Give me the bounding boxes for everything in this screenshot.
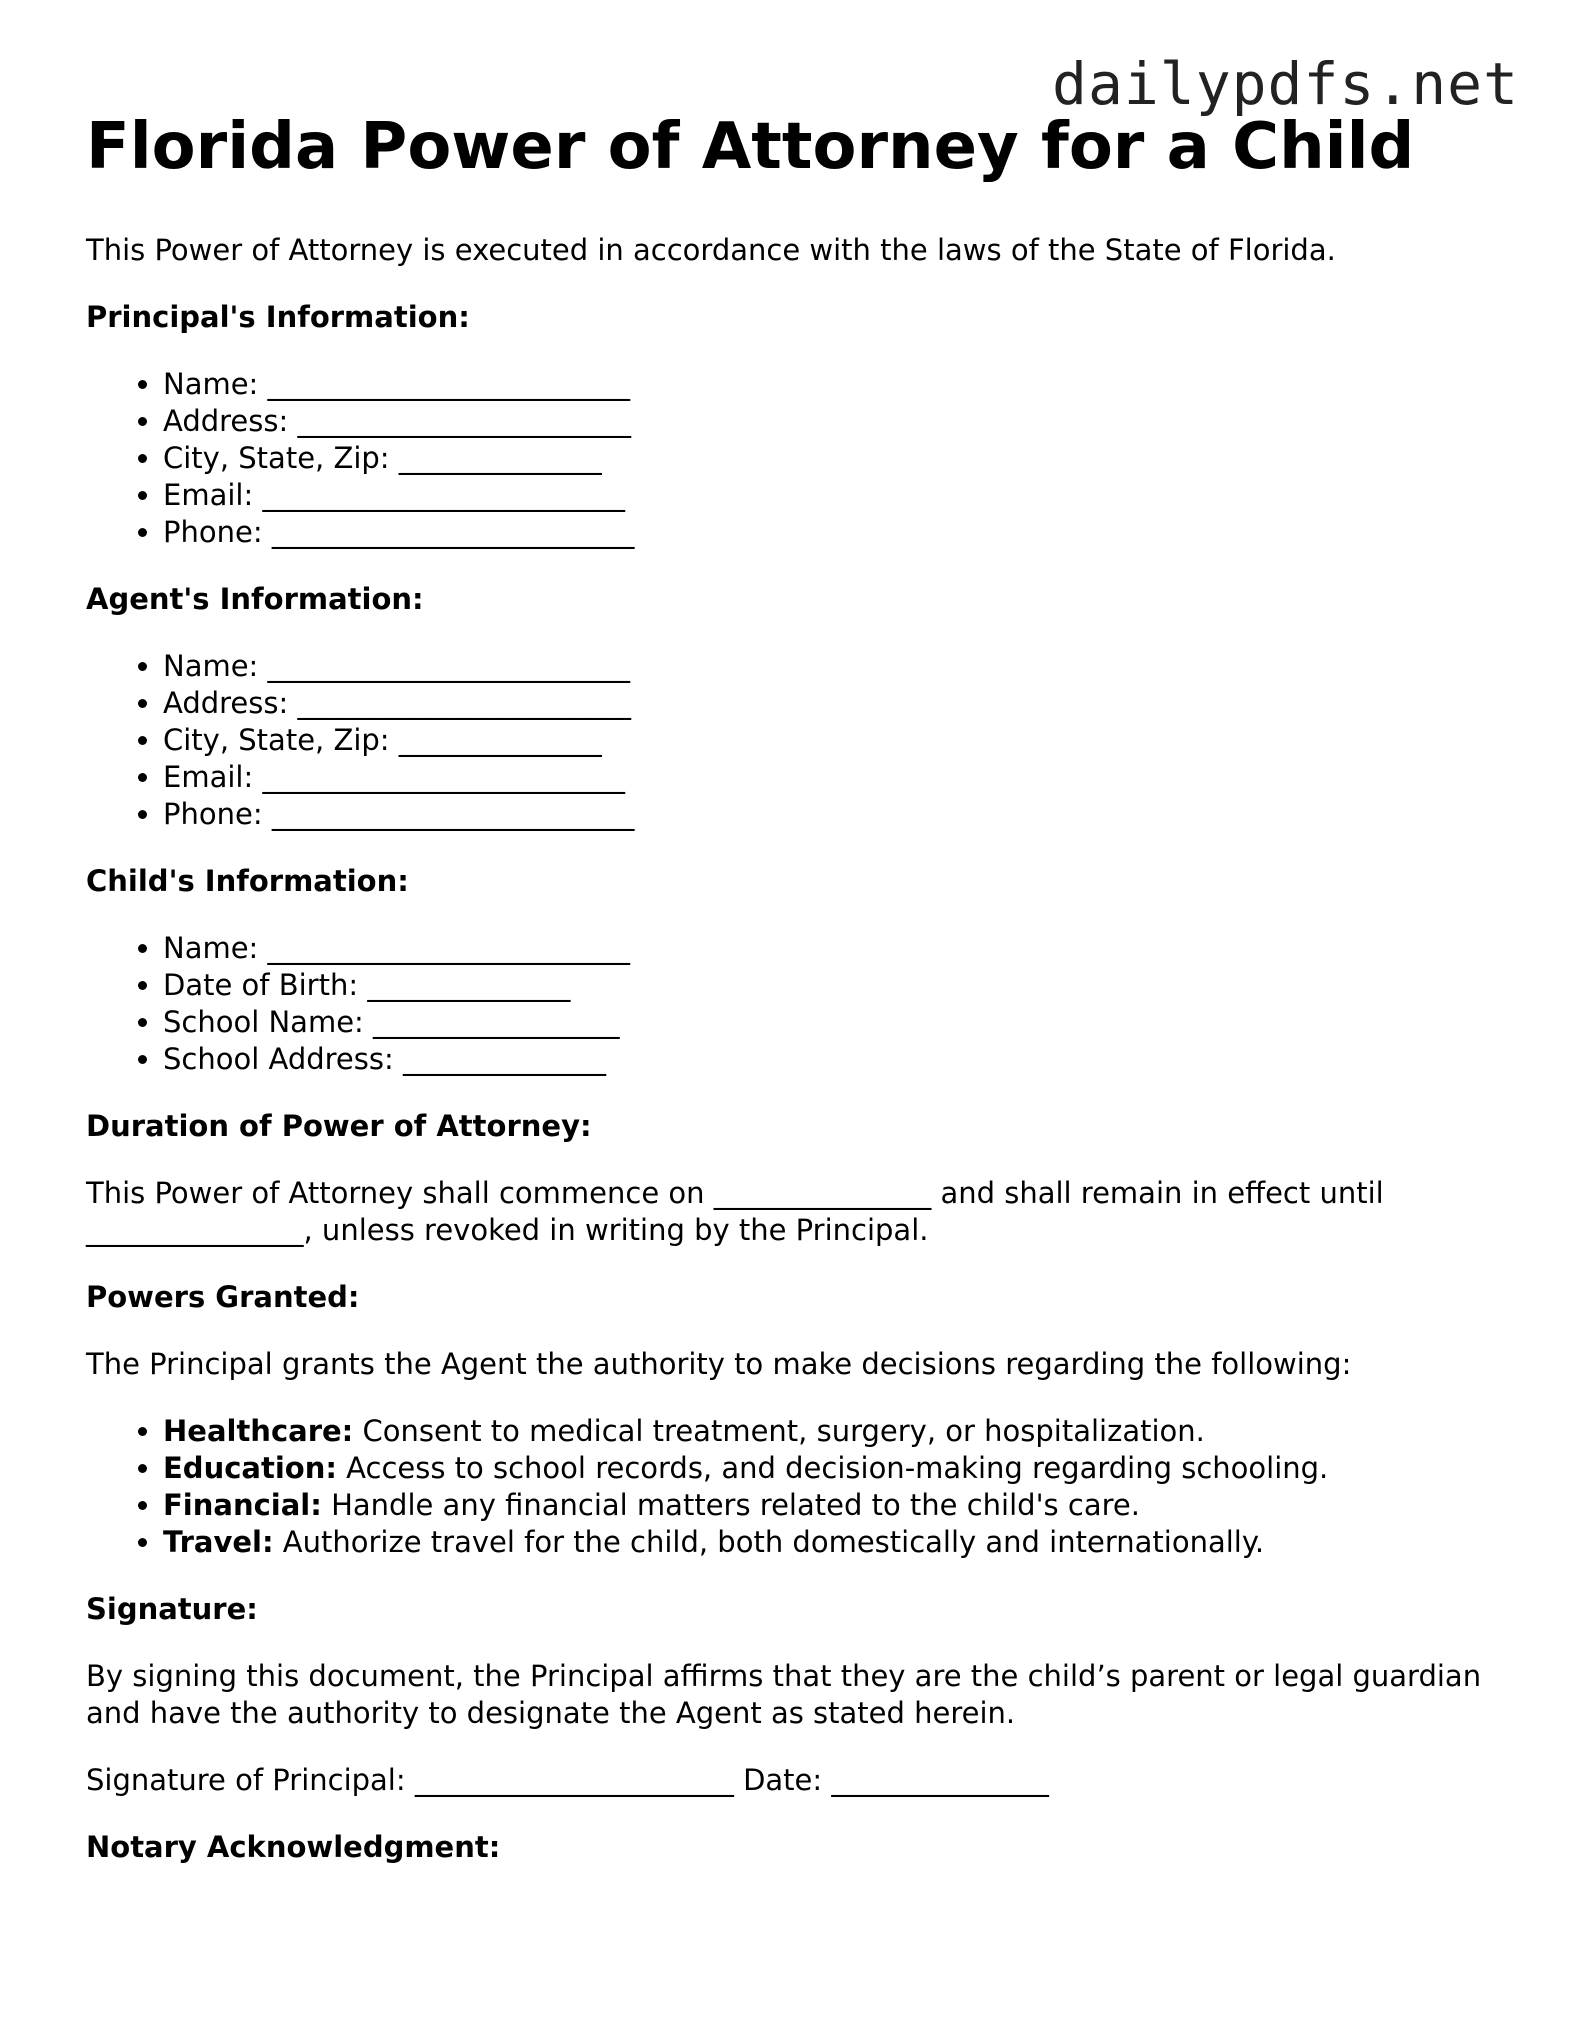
power-item-financial: • Financial: Handle any financial matters related to the child's care. [163, 1487, 1516, 1524]
list-item: • School Address: ______________ [163, 1041, 1516, 1078]
signature-line: Signature of Principal: ______________________ Date: _______________ [86, 1763, 1049, 1797]
principal-heading: Principal's Information: [86, 300, 470, 334]
principal-fields [86, 366, 1516, 551]
power-item-education: • Education: Access to school records, and decision-making regarding schooling. [163, 1450, 1516, 1487]
list-item: • Name: _________________________ [163, 366, 1516, 403]
signature-heading: Signature: [86, 1592, 258, 1626]
list-item: • Address: _______________________ [163, 685, 1516, 722]
list-item: • Phone: _________________________ [163, 514, 1516, 551]
list-item: • Name: _________________________ [163, 648, 1516, 685]
child-fields [86, 930, 1516, 1078]
page-title: Florida Power of Attorney for a Child [86, 110, 1415, 184]
watermark: dailypdfs.net [1052, 50, 1519, 118]
list-item: • Phone: _________________________ [163, 796, 1516, 833]
list-item: • City, State, Zip: ______________ [163, 440, 1516, 477]
power-item-healthcare: • Healthcare: Consent to medical treatment, surgery, or hospitalization. [163, 1413, 1516, 1450]
list-item: • Name: _________________________ [163, 930, 1516, 967]
intro-text: This Power of Attorney is executed in accordance with the laws of the State of Florida. [86, 233, 1336, 267]
notary-heading: Notary Acknowledgment: [86, 1830, 501, 1864]
signature-text: By signing this document, the Principal affirms that they are the child’s parent or legal guardian and have the authority to designate the Agent as stated herein. [86, 1659, 1482, 1730]
agent-heading: Agent's Information: [86, 582, 424, 616]
power-item-travel: • Travel: Authorize travel for the child, both domestically and internationally. [163, 1524, 1516, 1561]
list-item: • School Name: _________________ [163, 1004, 1516, 1041]
agent-fields [86, 648, 1516, 833]
powers-heading: Powers Granted: [86, 1280, 360, 1314]
duration-heading: Duration of Power of Attorney: [86, 1109, 592, 1143]
document-body [86, 102, 1516, 1896]
duration-text: This Power of Attorney shall commence on _______________ and shall remain in effect until _______________, unless revoked in writing by the Principal. [86, 1176, 1384, 1247]
powers-intro: The Principal grants the Agent the authority to make decisions regarding the following: [86, 1347, 1352, 1381]
list-item: • Address: _______________________ [163, 403, 1516, 440]
list-item: • Date of Birth: ______________ [163, 967, 1516, 1004]
list-item: • Email: _________________________ [163, 477, 1516, 514]
list-item: • City, State, Zip: ______________ [163, 722, 1516, 759]
powers-list [86, 1413, 1516, 1561]
child-heading: Child's Information: [86, 864, 409, 898]
list-item: • Email: _________________________ [163, 759, 1516, 796]
